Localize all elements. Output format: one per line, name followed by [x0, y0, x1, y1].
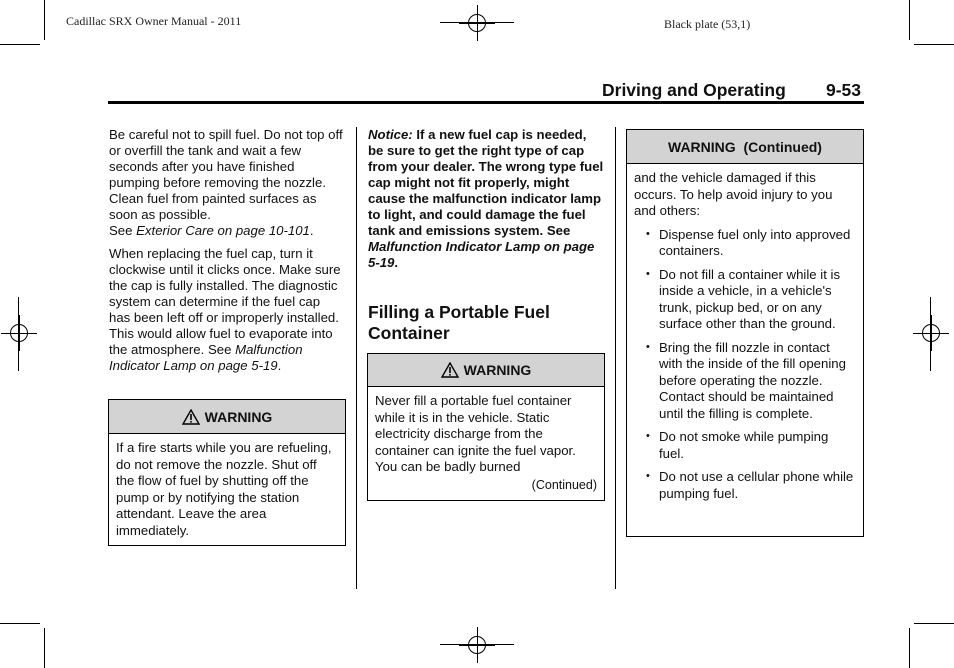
notice-label: Notice:: [368, 127, 413, 142]
safety-list: [634, 227, 856, 503]
cross-reference-link[interactable]: Malfunction Indicator Lamp on page 5-19: [109, 342, 303, 373]
column-2: [368, 127, 604, 278]
section-heading: Filling a Portable Fuel Container: [368, 302, 550, 343]
registration-mark-icon: [913, 315, 949, 351]
paragraph-spill-fuel: Be careful not to spill fuel. Do not top off or overfill the tank and wait a few seconds after you have finished pumping before removing the nozzle. Clean fuel from painted surfaces as soon as possible. See Exterior Care on page 10-101.: [109, 127, 343, 238]
warning-header: WARNING (Continued): [627, 130, 863, 164]
warning-triangle-icon: [441, 362, 459, 378]
warning-body: [627, 164, 863, 508]
registration-line: [440, 644, 514, 645]
cross-reference-link[interactable]: Exterior Care on page 10-101: [136, 223, 310, 238]
registration-line: [18, 297, 19, 371]
document-title: Cadillac SRX Owner Manual - 2011: [66, 14, 242, 28]
warning-header: WARNING: [109, 400, 345, 434]
warning-box-portable: [367, 353, 605, 501]
registration-mark-icon: [459, 5, 495, 41]
crop-mark: [909, 628, 910, 668]
warning-box-continued: [626, 129, 864, 537]
bullet-icon: •: [646, 430, 650, 442]
notice-paragraph: Notice: If a new fuel cap is needed, be sure to get the right type of cap from your dealer. The wrong type fuel cap might not fit properly, might cause the malfunction indicator lamp to light, and could damage the fuel tank and emissions system. See Malfunction Indicator Lamp on page 5-19.: [368, 127, 604, 270]
list-item: • Dispense fuel only into approved containers.: [646, 226, 851, 258]
column-divider: [615, 127, 616, 589]
warning-triangle-icon: [182, 409, 200, 425]
header-rule: [108, 101, 864, 104]
registration-line: [930, 297, 931, 371]
crop-mark: [914, 623, 954, 624]
registration-mark-icon: [459, 627, 495, 663]
crop-mark: [44, 628, 45, 668]
plate-label: Black plate (53,1): [664, 17, 751, 31]
bullet-icon: •: [646, 227, 650, 240]
column-1: [109, 127, 345, 381]
section-title: Driving and Operating: [602, 80, 786, 100]
warning-body: If a fire starts while you are refueling, do not remove the nozzle. Shut off the flow of fuel by shutting off the pump or by notifying the station attendant. Leave the area immediately.: [116, 440, 332, 538]
registration-line: [440, 22, 514, 23]
list-item: • Bring the fill nozzle in contact with the inside of the fill opening before operating the nozzle. Contact should be maintained until the filling is complete.: [646, 339, 846, 421]
crop-mark: [909, 0, 910, 40]
crop-mark: [44, 0, 45, 40]
bullet-icon: •: [646, 470, 650, 482]
warning-header: WARNING: [368, 354, 604, 387]
registration-mark-icon: [1, 315, 37, 351]
crop-mark: [0, 44, 40, 45]
bullet-icon: •: [646, 267, 650, 280]
paragraph-fuel-cap: When replacing the fuel cap, turn it clockwise until it clicks once. Make sure the cap is fully installed. The diagnostic system can determine if the fuel cap has been left off or improperly installed. This would allow fuel to evaporate into the atmosphere. See Malfunction Indicator Lamp on page 5-19.: [109, 246, 341, 373]
list-item: • Do not fill a container while it is inside a vehicle, in a vehicle's trunk, pickup bed, or on any surface other than the ground.: [646, 266, 841, 331]
column-divider: [356, 127, 357, 589]
warning-box-fire: [108, 399, 346, 546]
list-item: • Do not smoke while pumping fuel.: [646, 429, 829, 461]
warning-intro: and the vehicle damaged if this occurs. To help avoid injury to you and others:: [634, 170, 833, 218]
warning-body: Never fill a portable fuel container while it is in the vehicle. Static electricity discharge from the container can ignite the fuel vapor. You can be badly burned: [375, 393, 576, 474]
cross-reference-link[interactable]: Malfunction Indicator Lamp on page 5-19: [368, 239, 595, 270]
list-item: • Do not use a cellular phone while pumping fuel.: [646, 469, 854, 501]
bullet-icon: •: [646, 340, 650, 353]
continued-label: (Continued): [531, 477, 597, 492]
crop-mark: [914, 44, 954, 45]
page-number: 9-53: [826, 80, 862, 100]
crop-mark: [0, 623, 40, 624]
